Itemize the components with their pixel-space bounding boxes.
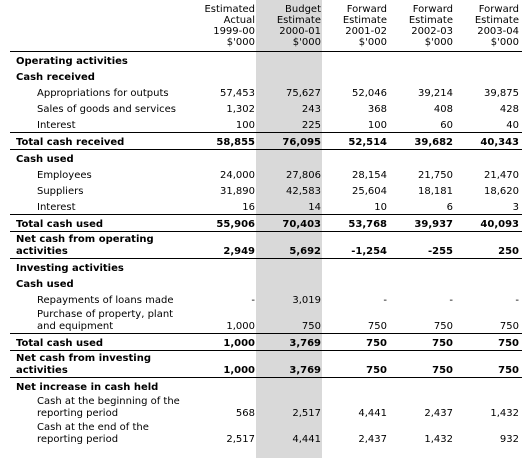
cell-value: 27,806 xyxy=(286,170,321,181)
header-text: $'000 xyxy=(358,37,387,48)
cell-value xyxy=(258,150,324,167)
cell-value: 2,437 xyxy=(424,408,453,419)
header-text: 2000-01 xyxy=(279,26,321,37)
table-row xyxy=(10,166,522,182)
cell-value xyxy=(192,68,258,84)
cell-value: 57,453 xyxy=(220,88,255,99)
row-label: Purchase of property, plant and equipment xyxy=(37,309,174,332)
table-row xyxy=(10,150,522,167)
header-text: Forward xyxy=(412,4,453,15)
header-text: Estimate xyxy=(474,15,519,26)
row-label: Interest xyxy=(37,120,76,131)
cell-value: 250 xyxy=(456,232,522,259)
cell-value xyxy=(390,378,456,395)
cell-value xyxy=(192,52,258,69)
cell-value: 28,154 xyxy=(352,170,387,181)
cell-value: 6 xyxy=(446,202,453,213)
table-row xyxy=(10,116,522,133)
table-row xyxy=(10,215,522,232)
row-label: Cash at the end of the reporting period xyxy=(37,422,149,445)
row-label: Repayments of loans made xyxy=(37,295,174,306)
cell-value xyxy=(258,275,324,291)
table-row xyxy=(10,275,522,291)
cash-flow-table xyxy=(10,4,522,446)
table-row xyxy=(10,52,522,69)
cell-value xyxy=(192,259,258,276)
cell-value xyxy=(456,52,522,69)
cell-value: 100 xyxy=(235,120,255,131)
cell-value: 2,517 xyxy=(292,408,321,419)
cell-value xyxy=(456,378,522,395)
row-label: Cash at the beginning of the reporting period xyxy=(37,396,180,419)
cell-value: 53,768 xyxy=(324,215,390,232)
cell-value: 1,000 xyxy=(192,351,258,378)
table-row xyxy=(10,182,522,198)
cell-value: 3,769 xyxy=(258,351,324,378)
header-text: Budget xyxy=(285,4,321,15)
cell-value: 3 xyxy=(512,202,519,213)
cell-value: 428 xyxy=(499,104,519,115)
cell-value: 368 xyxy=(367,104,387,115)
cell-value xyxy=(192,275,258,291)
cell-value: 24,000 xyxy=(220,170,255,181)
table-row xyxy=(10,334,522,351)
cell-value xyxy=(456,150,522,167)
cell-value: 568 xyxy=(235,408,255,419)
header-text: 2001-02 xyxy=(345,26,387,37)
row-label: Cash used xyxy=(16,279,74,290)
cell-value: 55,906 xyxy=(192,215,258,232)
cell-value: 2,437 xyxy=(358,434,387,445)
cell-value xyxy=(390,259,456,276)
cell-value: 1,432 xyxy=(490,408,519,419)
cell-value: 39,937 xyxy=(390,215,456,232)
cell-value: 750 xyxy=(433,321,453,332)
cell-value xyxy=(390,68,456,84)
cell-value xyxy=(390,150,456,167)
cell-value: 10 xyxy=(374,202,387,213)
cell-value xyxy=(324,52,390,69)
header-blank xyxy=(10,4,192,52)
table-row xyxy=(10,84,522,100)
table-row xyxy=(10,259,522,276)
row-label: Total cash used xyxy=(10,215,192,232)
cell-value: 750 xyxy=(301,321,321,332)
table-row xyxy=(10,378,522,395)
cell-value: 2,949 xyxy=(192,232,258,259)
header-text: Estimate xyxy=(342,15,387,26)
table-row xyxy=(10,100,522,116)
cell-value xyxy=(324,150,390,167)
cell-value: 243 xyxy=(301,104,321,115)
header-text: Estimated xyxy=(204,4,255,15)
cell-value xyxy=(192,378,258,395)
cell-value: 408 xyxy=(433,104,453,115)
cell-value: 31,890 xyxy=(220,186,255,197)
cell-value: 1,000 xyxy=(226,321,255,332)
cell-value: 1,432 xyxy=(424,434,453,445)
cell-value xyxy=(390,275,456,291)
cell-value xyxy=(258,378,324,395)
row-label: Total cash received xyxy=(10,133,192,150)
cell-value: 100 xyxy=(367,120,387,131)
cell-value xyxy=(456,259,522,276)
cell-value: 750 xyxy=(456,334,522,351)
cell-value: - xyxy=(251,295,255,306)
cell-value: 21,470 xyxy=(484,170,519,181)
cell-value: 2,517 xyxy=(226,434,255,445)
header-col-2002-03 xyxy=(390,4,456,52)
table-row xyxy=(10,198,522,215)
cell-value: 75,627 xyxy=(286,88,321,99)
cell-value: 40,343 xyxy=(456,133,522,150)
row-label: Appropriations for outputs xyxy=(37,88,169,99)
row-label: Employees xyxy=(37,170,92,181)
header-text: Estimate xyxy=(408,15,453,26)
cell-value: 60 xyxy=(440,120,453,131)
cell-value xyxy=(390,52,456,69)
header-row xyxy=(10,4,522,52)
header-text: 2002-03 xyxy=(411,26,453,37)
cell-value: 4,441 xyxy=(358,408,387,419)
cell-value: 52,514 xyxy=(324,133,390,150)
cell-value: 750 xyxy=(324,334,390,351)
table-row xyxy=(10,351,522,378)
cell-value: 5,692 xyxy=(258,232,324,259)
cell-value xyxy=(456,68,522,84)
header-text: 2003-04 xyxy=(477,26,519,37)
cell-value: 750 xyxy=(456,351,522,378)
row-label: Sales of goods and services xyxy=(37,104,176,115)
cell-value: 40,093 xyxy=(456,215,522,232)
cell-value: 18,620 xyxy=(484,186,519,197)
cell-value: 70,403 xyxy=(258,215,324,232)
cell-value: - xyxy=(515,295,519,306)
cell-value: 18,181 xyxy=(418,186,453,197)
cell-value: 3,019 xyxy=(292,295,321,306)
row-label: Cash used xyxy=(16,154,74,165)
row-label: Interest xyxy=(37,202,76,213)
cell-value xyxy=(456,275,522,291)
header-text: $'000 xyxy=(292,37,321,48)
cell-value xyxy=(258,68,324,84)
row-label: Total cash used xyxy=(10,334,192,351)
cell-value: - xyxy=(449,295,453,306)
cell-value xyxy=(258,52,324,69)
cell-value: 16 xyxy=(242,202,255,213)
cell-value: 39,682 xyxy=(390,133,456,150)
cell-value: -1,254 xyxy=(324,232,390,259)
cell-value xyxy=(324,378,390,395)
cell-value: 4,441 xyxy=(292,434,321,445)
cell-value: 39,875 xyxy=(484,88,519,99)
table-row xyxy=(10,291,522,307)
cell-value: 225 xyxy=(301,120,321,131)
cell-value: 932 xyxy=(499,434,519,445)
cell-value: 3,769 xyxy=(258,334,324,351)
cell-value xyxy=(324,68,390,84)
row-label: Operating activities xyxy=(16,56,128,67)
cell-value xyxy=(192,150,258,167)
cell-value: 40 xyxy=(506,120,519,131)
row-label: Net increase in cash held xyxy=(16,382,159,393)
cell-value: 750 xyxy=(390,334,456,351)
header-text: Forward xyxy=(478,4,519,15)
header-text: $'000 xyxy=(424,37,453,48)
cell-value: 21,750 xyxy=(418,170,453,181)
cell-value xyxy=(258,259,324,276)
header-text: 1999-00 xyxy=(213,26,255,37)
header-col-2001-02 xyxy=(324,4,390,52)
cell-value: 76,095 xyxy=(258,133,324,150)
cell-value: 750 xyxy=(390,351,456,378)
cell-value xyxy=(324,259,390,276)
row-label: Investing activities xyxy=(16,263,124,274)
cell-value: -255 xyxy=(390,232,456,259)
table-row xyxy=(10,133,522,150)
row-label: Suppliers xyxy=(37,186,84,197)
table-row xyxy=(10,68,522,84)
table-row xyxy=(10,307,522,334)
table-row xyxy=(10,394,522,420)
row-label: Cash received xyxy=(16,72,95,83)
cell-value: - xyxy=(383,295,387,306)
cell-value: 750 xyxy=(499,321,519,332)
header-text: $'000 xyxy=(226,37,255,48)
table-row xyxy=(10,420,522,446)
table-body xyxy=(10,52,522,447)
cell-value: 750 xyxy=(367,321,387,332)
header-text: $'000 xyxy=(490,37,519,48)
cell-value: 1,000 xyxy=(192,334,258,351)
cell-value: 58,855 xyxy=(192,133,258,150)
header-col-2003-04 xyxy=(456,4,522,52)
header-col-2000-01 xyxy=(258,4,324,52)
cell-value: 42,583 xyxy=(286,186,321,197)
row-label: Net cash from investing activities xyxy=(10,351,192,378)
header-text: Estimate xyxy=(276,15,321,26)
row-label: Net cash from operating activities xyxy=(10,232,192,259)
cell-value: 14 xyxy=(308,202,321,213)
cell-value: 25,604 xyxy=(352,186,387,197)
header-text: Forward xyxy=(346,4,387,15)
cell-value: 52,046 xyxy=(352,88,387,99)
header-col-1999-00 xyxy=(192,4,258,52)
table-row xyxy=(10,232,522,259)
cell-value xyxy=(324,275,390,291)
cell-value: 750 xyxy=(324,351,390,378)
cell-value: 39,214 xyxy=(418,88,453,99)
cell-value: 1,302 xyxy=(226,104,255,115)
header-text: Actual xyxy=(223,15,255,26)
